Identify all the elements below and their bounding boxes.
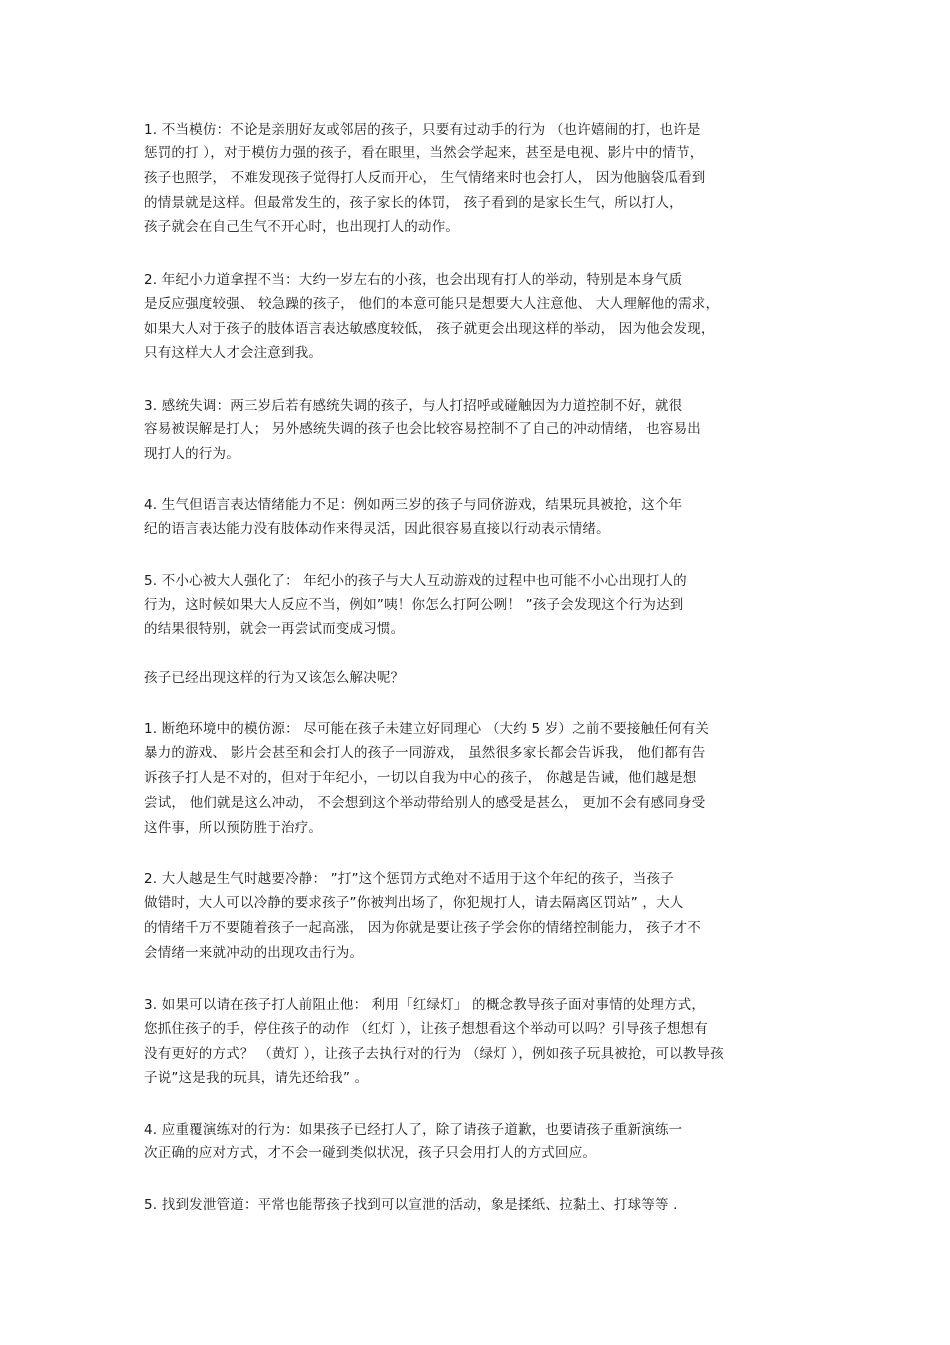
section-question: 孩子已经出现这样的行为又该怎么解决呢？ — [144, 670, 405, 686]
text-line: 纪的语言表达能力没有肢体动作来得灵活，因此很容易直接以行动表示情绪。 — [144, 521, 610, 537]
text-line: 1. 断绝环境中的模仿源： 尽可能在孩子未建立好同理心 （大约 5 岁）之前不要接触任何有关 — [144, 721, 710, 737]
text-line: 做错时，大人可以冷静的要求孩子”你被判出场了，你犯规打人，请去隔离区罚站” ，大人 — [144, 895, 684, 911]
text-line: 2. 大人越是生气时越要冷静： ”打”这个惩罚方式绝对不适用于这个年纪的孩子，当孩子 — [144, 871, 674, 887]
text-line: 会情绪一来就冲动的出现攻击行为。 — [144, 945, 364, 961]
text-line: 如果大人对于孩子的肢体语言表达敏感度较低， 孩子就更会出现这样的举动， 因为他会发现， — [144, 321, 715, 337]
text-line: 您抓住孩子的手，停住孩子的动作 （红灯 ），让孩子想想看这个举动可以吗？引导孩子想想有 — [144, 1021, 708, 1037]
text-line: 3. 感统失调：两三岁后若有感统失调的孩子，与人打招呼或碰触因为力道控制不好，就很 — [144, 398, 683, 414]
text-line: 的情景就是这样。但最常发生的，孩子家长的体罚， 孩子看到的是家长生气，所以打人， — [144, 195, 683, 211]
text-line: 5. 不小心被大人强化了： 年纪小的孩子与大人互动游戏的过程中也可能不小心出现打人的 — [144, 573, 687, 589]
text-line: 这件事，所以预防胜于治疗。 — [144, 820, 323, 836]
text-line: 是反应强度较强、 较急躁的孩子， 他们的本意可能只是想要大人注意他、 大人理解他的需求， — [144, 296, 720, 312]
text-line: 容易被误解是打人； 另外感统失调的孩子也会比较容易控制不了自己的冲动情绪， 也容易出 — [144, 421, 701, 437]
text-line: 只有这样大人才会注意到我。 — [144, 345, 323, 361]
text-line: 暴力的游戏、 影片会甚至和会打人的孩子一同游戏， 虽然很多家长都会告诉我， 他们都有告 — [144, 745, 706, 761]
text-line: 孩子也照学， 不难发现孩子觉得打人反而开心， 生气情绪来时也会打人， 因为他脑袋瓜看到 — [144, 170, 706, 186]
text-line: 行为，这时候如果大人反应不当，例如”咦！你怎么打阿公咧！ ”孩子会发现这个行为达到 — [144, 597, 684, 613]
text-line: 现打人的行为。 — [144, 446, 240, 462]
text-line: 子说”这是我的玩具，请先还给我” 。 — [144, 1070, 369, 1086]
text-line: 诉孩子打人是不对的，但对于年纪小，一切以自我为中心的孩子， 你越是告诫，他们越是想 — [144, 770, 697, 786]
text-line: 次正确的应对方式，才不会一碰到类似状况，孩子只会用打人的方式回应。 — [144, 1145, 597, 1161]
text-line: 尝试， 他们就是这么冲动， 不会想到这个举动带给别人的感受是甚么， 更加不会有感同身受 — [144, 795, 706, 811]
text-line: 4. 应重覆演练对的行为：如果孩子已经打人了，除了请孩子道歉，也要请孩子重新演练一 — [144, 1122, 683, 1138]
text-line: 1. 不当模仿：不论是亲朋好友或邻居的孩子，只要有过动手的行为 （也许嬉闹的打，也许是 — [144, 122, 701, 138]
text-line: 的结果很特别，就会一再尝试而变成习惯。 — [144, 621, 405, 637]
text-line: 3. 如果可以请在孩子打人前阻止他： 利用「红绿灯」 的概念教导孩子面对事情的处理方式， — [144, 997, 706, 1013]
text-line: 没有更好的方式？ （黄灯 ），让孩子去执行对的行为 （绿灯 ），例如孩子玩具被抢，可以教导孩 — [144, 1046, 724, 1062]
text-line: 2. 年纪小力道拿捏不当：大约一岁左右的小孩，也会出现有打人的举动，特别是本身气质 — [144, 272, 683, 288]
text-line: 的情绪千万不要随着孩子一起高涨， 因为你就是要让孩子学会你的情绪控制能力， 孩子才不 — [144, 920, 701, 936]
text-line: 孩子就会在自己生气不开心时，也出现打人的动作。 — [144, 219, 460, 235]
text-line: 惩罚的打 ），对于模仿力强的孩子，看在眼里，当然会学起来，甚至是电视、影片中的情节， — [144, 145, 704, 161]
text-line: 5. 找到发泄管道：平常也能帮孩子找到可以宣泄的活动，象是揉纸、拉黏土、打球等等 . — [144, 1197, 678, 1213]
text-line: 4. 生气但语言表达情绪能力不足：例如两三岁的孩子与同侪游戏，结果玩具被抢，这个年 — [144, 497, 683, 513]
